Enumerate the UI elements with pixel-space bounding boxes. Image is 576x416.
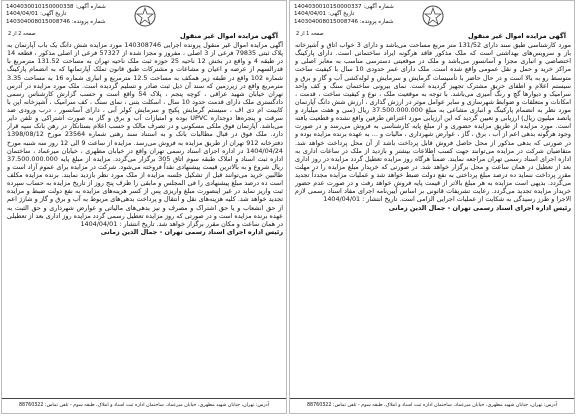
notice-date-label: تاریخ آگهی:	[328, 11, 355, 18]
emblem-icon	[421, 4, 445, 28]
file-number: 140304008015008746	[6, 18, 71, 25]
signature: رئیس اداره اجرای اسناد رسمی تهران - جمال الدین زمانی	[100, 227, 283, 236]
page-footer: آدرس: تهران، خیابان شهید مطهری، خیابان میرعماد، ساختمان اداره ثبت اسناد و املاک، طبقه سوم - تلفن تماس: 88760322	[2, 398, 286, 413]
notice-date-label: تاریخ آگهی:	[40, 11, 67, 18]
notice-page-1	[289, 0, 575, 414]
notice-date: 1404/04/01	[6, 11, 39, 18]
notice-text: مورد کارشناسی طبق سند دارای 131/52 متر مربع مساحت می‌باشد و دارای 3 خواب اتاق و آشپزخانه باز و سرویس‌های بهداشتی است که ملک مذکور فاقد هرگونه ایراد ساختمانی است. دارای پارکینگ اختصاصی و انباری مجزا و آسانسور می‌باشد و ملک در موقعیتی دسترسی مناسب به معابر اصلی و مراکز خرید و حمل و نقل عمومی واقع شده است. ملک دارای عمر حدودی 10 سال با کیفیت ساخت متوسط رو به بالا است و در حال حاضر با تأسیسات گرمایش و سرمایش و لوله‌کشی آب و گاز و برق و سیستم اعلام و اطفای حریق مشترک تجهیز گردیده است. نمای بیرونی ساختمان سنگ و کف واحد سرامیک و دیوارها گچ و رنگ آمیزی می‌باشد. با توجه به موقعیت ملک ، نوع و کیفیت ساخت ، قدمت ، امکانات و متعلقات و ضوابط شهرسازی و سایر عوامل موثر در ارزش گذاری ، ارزش شش دانگ آپارتمان مورد نظر به انضمام پارکینگ و انباری مشاعی به مبلغ 37.500.000.000 ریال (سی و هفت میلیارد و پانصد میلیون ریال) ارزیابی و تعیین گردید که این ارزیابی مورد اعتراض طرفین واقع نشده و قطعیت یافته است. مورد مزایده از طریق مزایده حضوری و از مبلغ پایه کارشناسی به فروش می‌رسد و در صورت وجود هرگونه بدهی اعم از آب ، برق ، گاز ، عوارض شهرداری ، مالیات و ... به عهده برنده مزایده بوده و در صورتی که بدهی مذکور از محل حاصل فروش قابل پرداخت باشد از آن محل پرداخت خواهد شد. متقاضیان شرکت در مزایده می‌توانند جهت کسب اطلاعات بیشتر و بازدید از ملک در ساعات اداری به اداره اجرای اسناد رسمی تهران مراجعه نمایند. ضمناً هرگاه روز مزایده تعطیل گردد مزایده در روز اداری بعد از تعطیل در همان ساعت و محل برگزار خواهد شد. در صورتی که خریدار مبلغ مزایده را در مهلت مقرر پرداخت ننماید ده درصد مبلغ پرداختی به نفع دولت ضبط خواهد شد و عملیات مزایده مجدداً تجدید می‌گردد. بدیهی است مزایده به هر مبلغ بالاتر از قیمت پایه فروش خواهد رفت و در صورت عدم حضور خریدار مزایده تجدید می‌گردد. رعایت تشریفات قانونی بر اساس آیین‌نامه اجرای مفاد اسناد رسمی لازم الاجرا و طرز رسیدگی به شکایت از عملیات اجرایی الزامی است. تاریخ انتشار : 1404/04/01	[295, 41, 571, 204]
file-number-label: شماره پرونده:	[71, 18, 106, 25]
page-number: صفحه 2 از 2	[8, 31, 36, 37]
notice-text: آگهی مزایده اموال غیر منقول پرونده اجرایی 140308746 مورد مزایده شش دانگ یک باب آپارتمان به پلاک ثبتی 79835 فرعی از 3 اصلی ، مفروز و مجزا شده از 57327 فرعی از اصلی مذکور ، قطعه 14 در طبقه 4 و واقع در بخش 12 ناحیه 25 حوزه ثبت ملک ناحیه تهران به مساحت 131.52 مترمربع با قدرالسهم از عرصه و اعیان و مشاعات و مشترکات طبق قانون تملک آپارتمانها که به انضمام پارکینگ شماره 102 واقع در طبقه زیر همکف به مساحت 12.5 مترمربع و انباری شماره 16 به مساحت 3.35 مترمربع واقع در زیرزمین که سند آن ذیل ثبت صادر و تسلیم گردیده است. ملک مورد مزایده در آدرس تهران خیابان شهید عراقی ، کوچه پنجم ، پلاک 54 واقع است و حسب گزارش کارشناس رسمی دادگستری ملک دارای قدمت حدود 10 سال ، اسکلت بتنی ، نمای سنگ ، کف سرامیک ، آشپزخانه اپن با کابینت ام دی اف ، سیستم گرمایش پکیج و سرمایش کولر آبی ، دارای آسانسور ، درب ورودی ضد سرقت و پنجره‌ها دوجداره UPVC بوده و امتیازات آب و برق و گاز به صورت اشتراکی و تلفن دایر می‌باشد. آپارتمان فوق ملکی مسکونی و در تصرف مالک و حسب اعلام بستانکار در رهن بانک سپه قرار دارد. ملک فوق در قبال مطالبات بانک و به استناد سند رهنی شماره 23564 مورخ 1398/08/12 دفترخانه 912 تهران از طریق مزایده به فروش می‌رسد. مزایده از ساعت 9 الی 12 روز سه شنبه مورخ 1404/04/24 در اداره اجرای اسناد رسمی تهران واقع در خیابان مطهری ، خیابان میرعماد ، ساختمان اداره ثبت اسناد و املاک طبقه سوم اتاق 305 برگزار می‌گردد. مزایده از مبلغ پایه 37.500.000.000 ریال شروع و به بالاترین قیمت پیشنهادی نقداً فروخته می‌شود. شرکت در مزایده برای عموم آزاد است و طالبین خرید می‌توانند قبل از تشکیل جلسه مزایده از ملک مورد نظر بازدید نمایند. برنده مزایده مکلف است ده درصد مبلغ پیشنهادی را فی المجلس و مابقی را ظرف پنج روز از تاریخ مزایده به حساب سپرده ثبت واریز نماید در غیر اینصورت مبلغ واریزی پس از کسر هزینه‌های مزایده به نفع دولت ضبط و مزایده تجدید خواهد شد. کلیه هزینه‌های نقل و انتقال و پرداخت بدهی‌های مربوط به آب و برق و گاز و شارژ اعم از حق انشعاب و یا حق اشتراک و مصرف و نیز بدهی‌های مالیاتی و عوارض شهرداری و حق الثبت به عهده برنده مزایده است و در صورتی که روز مزایده تعطیل رسمی گردد مزایده روز اداری بعد از تعطیلی در همان ساعت و مکان مقرر برگزار خواهد شد. تاریخ انتشار : 1404/04/01	[7, 41, 283, 228]
notice-meta	[294, 4, 394, 26]
emblem-icon	[133, 4, 157, 28]
notice-number: 1404030010150000338	[6, 4, 74, 10]
notice-date: 1404/04/01	[294, 11, 327, 18]
notice-number-label: شماره آگهی:	[75, 4, 106, 10]
signature: رئیس اداره اجرای اسناد رسمی تهران - جمال الدین زمانی	[388, 203, 571, 212]
file-number-label: شماره پرونده:	[359, 18, 394, 25]
notice-number-label: شماره آگهی:	[363, 4, 394, 10]
page-footer: آدرس: تهران، خیابان شهید مطهری، خیابان میرعماد، ساختمان اداره ثبت اسناد و املاک، طبقه سوم - تلفن تماس: 88760322	[290, 398, 574, 413]
notice-title: آگهی مزایده اموال غیر منقول	[179, 32, 278, 40]
notice-body	[7, 41, 283, 399]
notice-page-2	[1, 0, 287, 414]
notice-body	[295, 41, 571, 399]
notice-meta	[6, 4, 106, 26]
page-number: صفحه 1 از 2	[296, 31, 324, 37]
notice-number: 1404030010150000337	[294, 4, 362, 10]
file-number: 140304008015008746	[294, 18, 359, 25]
notice-title: آگهی مزایده اموال غیر منقول	[467, 32, 566, 40]
